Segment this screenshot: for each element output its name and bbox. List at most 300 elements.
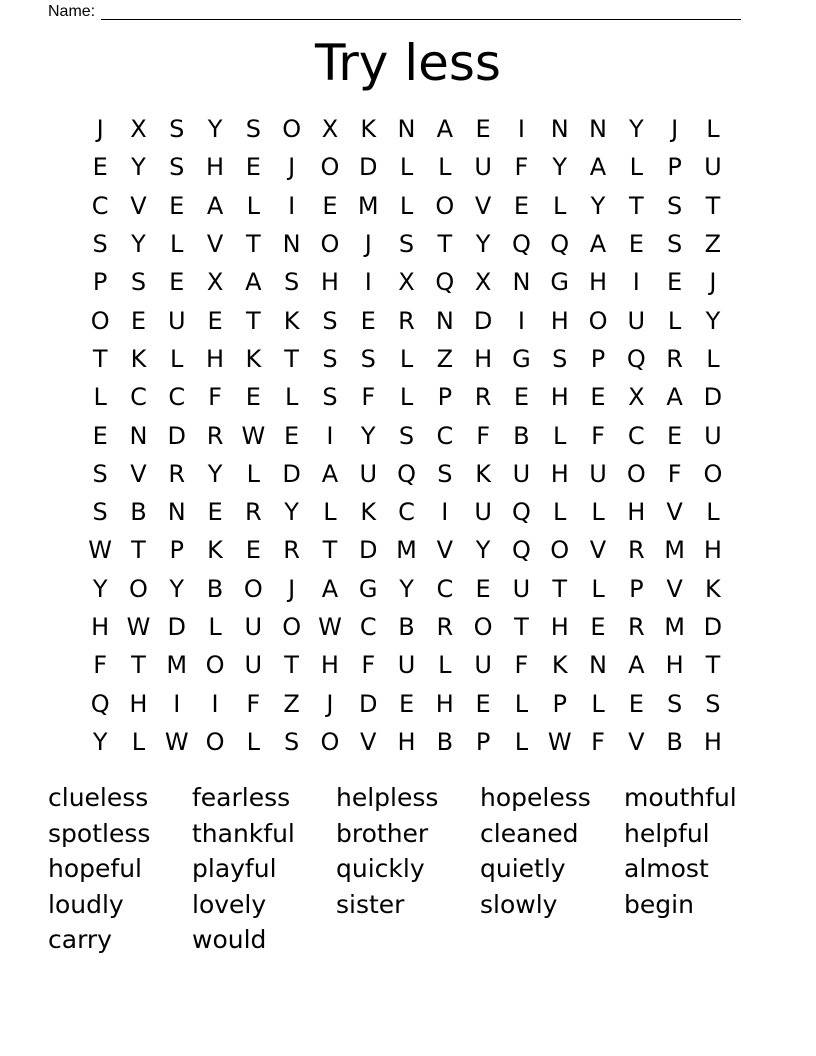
grid-letter: O xyxy=(703,459,723,488)
grid-letter: K xyxy=(245,344,262,373)
grid-letter: P xyxy=(629,574,644,603)
grid-letter: B xyxy=(398,613,415,641)
grid-letter: U xyxy=(589,459,607,488)
grid-letter: S xyxy=(284,727,300,756)
name-field xyxy=(48,0,748,20)
grid-letter: D xyxy=(358,153,378,182)
grid-letter: A xyxy=(628,651,645,680)
grid-letter: I xyxy=(288,191,296,220)
grid-letter: B xyxy=(206,574,224,603)
grid-letter: B xyxy=(513,421,530,450)
grid-letter: C xyxy=(168,383,186,412)
grid-letter: L xyxy=(591,574,605,603)
grid-letter: M xyxy=(664,613,685,641)
grid-letter: S xyxy=(437,459,453,488)
word-list-item: cleaned xyxy=(480,818,579,848)
grid-letter: K xyxy=(207,536,223,565)
word-list-item: lovely xyxy=(192,889,267,919)
grid-letter: T xyxy=(246,230,261,259)
grid-letter: N xyxy=(282,230,301,259)
grid-letter: F xyxy=(361,651,376,680)
grid-letter: V xyxy=(360,727,377,756)
grid-letter: J xyxy=(364,230,372,259)
grid-letter: E xyxy=(398,689,415,718)
grid-letter: Q xyxy=(626,344,646,373)
word-list-item: brother xyxy=(336,818,429,848)
grid-letter: R xyxy=(244,498,262,527)
grid-letter: E xyxy=(513,383,529,412)
grid-letter: C xyxy=(91,191,109,220)
grid-letter: X xyxy=(321,115,339,144)
grid-letter: O xyxy=(320,153,340,182)
grid-letter: S xyxy=(360,344,376,373)
grid-letter: G xyxy=(512,344,531,373)
grid-letter: S xyxy=(284,268,300,297)
grid-letter: E xyxy=(628,230,644,259)
grid-letter: K xyxy=(475,459,491,488)
grid-letter: E xyxy=(92,421,108,450)
grid-letter: O xyxy=(205,727,225,756)
grid-letter: E xyxy=(628,689,644,718)
grid-letter: Y xyxy=(590,191,606,220)
grid-letter: B xyxy=(436,727,454,756)
grid-letter: A xyxy=(666,383,683,412)
grid-letter: T xyxy=(514,613,529,641)
grid-letter: U xyxy=(244,613,263,641)
grid-letter: A xyxy=(589,230,607,259)
grid-letter: T xyxy=(284,651,299,680)
grid-letter: Y xyxy=(475,230,491,259)
word-list-item: mouthful xyxy=(624,783,737,812)
word-list-item: carry xyxy=(48,925,112,954)
grid-letter: B xyxy=(130,498,147,527)
grid-letter: E xyxy=(92,153,108,182)
grid-letter: E xyxy=(169,191,185,220)
grid-letter: L xyxy=(553,498,567,527)
grid-letter: U xyxy=(627,306,646,335)
grid-letter: E xyxy=(284,421,300,450)
word-list-item: sister xyxy=(336,889,405,919)
grid-letter: J xyxy=(288,153,296,182)
grid-letter: E xyxy=(245,383,261,412)
grid-letter: O xyxy=(626,459,646,488)
grid-letter: E xyxy=(667,421,683,450)
grid-letter: R xyxy=(627,613,645,641)
grid-letter: O xyxy=(435,191,455,220)
grid-letter: L xyxy=(706,344,720,373)
grid-letter: V xyxy=(666,574,683,603)
grid-letter: S xyxy=(169,153,185,182)
grid-letter: H xyxy=(627,498,646,527)
grid-letter: E xyxy=(590,383,606,412)
grid-letter: R xyxy=(666,344,683,373)
grid-letter: Q xyxy=(550,230,570,259)
grid-letter: L xyxy=(208,613,222,641)
grid-letter: E xyxy=(590,613,606,641)
grid-letter: S xyxy=(666,191,683,220)
grid-letter: H xyxy=(703,536,722,565)
grid-letter: L xyxy=(246,727,261,756)
grid-letter: T xyxy=(705,191,721,220)
grid-letter: H xyxy=(91,613,110,641)
grid-letter: S xyxy=(398,421,415,450)
grid-letter: H xyxy=(665,651,684,680)
grid-letter: W xyxy=(164,727,189,756)
grid-letter: U xyxy=(244,651,263,680)
grid-letter: T xyxy=(705,651,721,680)
word-list-item: helpful xyxy=(624,818,710,848)
grid-letter: D xyxy=(358,689,378,718)
grid-letter: F xyxy=(514,651,529,680)
grid-letter: E xyxy=(475,574,491,603)
grid-letter: O xyxy=(550,536,570,565)
grid-letter: O xyxy=(282,613,302,641)
grid-letter: I xyxy=(326,421,334,450)
grid-letter: I xyxy=(441,498,449,527)
grid-letter: J xyxy=(709,268,717,297)
grid-letter: H xyxy=(703,727,722,756)
grid-letter: O xyxy=(243,574,263,603)
grid-letter: E xyxy=(207,498,223,527)
grid-letter: L xyxy=(629,153,643,182)
grid-letter: U xyxy=(512,574,531,603)
grid-letter: O xyxy=(129,574,148,603)
letter-grid xyxy=(81,110,732,761)
grid-letter: I xyxy=(517,115,525,144)
grid-letter: E xyxy=(245,536,261,565)
grid-letter: A xyxy=(206,191,224,220)
grid-letter: L xyxy=(591,689,605,718)
grid-letter: L xyxy=(514,689,529,718)
grid-letter: F xyxy=(93,651,108,680)
grid-letter: W xyxy=(547,727,572,756)
grid-letter: Z xyxy=(283,689,300,718)
grid-letter: L xyxy=(170,344,184,373)
grid-letter: W xyxy=(241,421,266,450)
grid-letter: L xyxy=(706,115,720,144)
grid-letter: L xyxy=(170,230,184,259)
grid-letter: L xyxy=(399,344,414,373)
grid-letter: O xyxy=(90,306,110,335)
grid-letter: A xyxy=(245,268,262,297)
grid-letter: C xyxy=(627,421,645,450)
grid-letter: Y xyxy=(552,153,568,182)
grid-letter: L xyxy=(399,153,414,182)
grid-letter: M xyxy=(166,651,188,680)
grid-letter: X xyxy=(206,268,224,297)
grid-letter: T xyxy=(628,191,644,220)
grid-letter: Y xyxy=(360,421,376,450)
word-list-item: would xyxy=(192,925,267,954)
grid-letter: P xyxy=(475,727,491,756)
grid-letter: S xyxy=(245,115,261,144)
grid-letter: S xyxy=(666,230,683,259)
grid-letter: R xyxy=(474,383,492,412)
grid-letter: L xyxy=(399,383,414,412)
grid-letter: Y xyxy=(628,115,644,144)
grid-letter: U xyxy=(397,651,416,680)
grid-letter: L xyxy=(667,306,682,335)
grid-letter: A xyxy=(589,153,607,182)
grid-letter: W xyxy=(318,613,342,641)
grid-letter: Y xyxy=(399,574,414,603)
grid-letter: D xyxy=(167,421,186,450)
puzzle-title: Try less xyxy=(315,34,501,92)
word-list-item: loudly xyxy=(48,889,124,919)
grid-letter: U xyxy=(474,651,492,680)
grid-letter: F xyxy=(246,689,261,718)
grid-letter: P xyxy=(437,383,453,412)
word-list-item: helpless xyxy=(336,783,439,812)
grid-letter: V xyxy=(666,498,683,527)
grid-letter: Y xyxy=(92,574,108,603)
grid-letter: U xyxy=(359,459,378,488)
grid-letter: O xyxy=(320,727,340,756)
grid-letter: F xyxy=(361,383,376,412)
grid-letter: T xyxy=(131,536,146,565)
grid-letter: P xyxy=(92,268,108,297)
grid-letter: S xyxy=(92,230,108,259)
grid-letter: H xyxy=(550,383,569,412)
grid-letter: M xyxy=(664,536,685,565)
grid-letter: Y xyxy=(131,230,146,259)
grid-letter: Q xyxy=(90,689,110,718)
grid-letter: E xyxy=(475,115,491,144)
grid-letter: K xyxy=(360,498,377,527)
grid-letter: C xyxy=(436,421,454,450)
grid-letter: V xyxy=(130,459,147,488)
grid-letter: P xyxy=(169,536,184,565)
grid-letter: W xyxy=(126,613,151,641)
grid-letter: X xyxy=(398,268,415,297)
grid-letter: E xyxy=(475,689,491,718)
grid-letter: B xyxy=(666,727,683,756)
word-list xyxy=(48,781,768,959)
grid-letter: J xyxy=(671,115,679,144)
grid-letter: O xyxy=(205,651,225,680)
grid-letter: L xyxy=(591,498,605,527)
grid-letter: L xyxy=(553,421,567,450)
grid-letter: S xyxy=(552,344,568,373)
grid-letter: L xyxy=(93,383,107,412)
grid-letter: Y xyxy=(284,498,299,527)
grid-letter: C xyxy=(130,383,147,412)
grid-letter: L xyxy=(131,727,146,756)
grid-letter: L xyxy=(246,459,261,488)
grid-letter: G xyxy=(358,574,378,603)
grid-letter: D xyxy=(703,613,723,641)
grid-letter: G xyxy=(550,268,570,297)
grid-letter: S xyxy=(322,344,338,373)
name-line xyxy=(101,5,741,20)
word-list-item: begin xyxy=(624,889,694,919)
grid-letter: D xyxy=(703,383,723,412)
grid-letter: S xyxy=(705,689,721,718)
word-list-item: almost xyxy=(624,854,709,883)
grid-letter: X xyxy=(474,268,492,297)
grid-letter: T xyxy=(322,536,338,565)
grid-letter: H xyxy=(320,268,339,297)
grid-letter: A xyxy=(321,574,339,603)
grid-letter: R xyxy=(283,536,300,565)
grid-letter: Y xyxy=(475,536,491,565)
grid-letter: M xyxy=(357,191,379,220)
grid-letter: F xyxy=(476,421,491,450)
grid-letter: Y xyxy=(131,153,146,182)
grid-letter: U xyxy=(474,498,492,527)
grid-letter: Q xyxy=(435,268,455,297)
grid-letter: K xyxy=(130,344,147,373)
grid-letter: U xyxy=(474,153,492,182)
grid-letter: T xyxy=(437,230,453,259)
grid-letter: S xyxy=(398,230,415,259)
grid-letter: Z xyxy=(704,230,722,259)
grid-letter: V xyxy=(628,727,645,756)
grid-letter: U xyxy=(704,421,722,450)
grid-letter: C xyxy=(436,574,454,603)
grid-letter: C xyxy=(359,613,377,641)
grid-letter: P xyxy=(667,153,682,182)
grid-letter: Y xyxy=(207,115,223,144)
grid-letter: N xyxy=(129,421,148,450)
grid-letter: K xyxy=(551,651,568,680)
grid-letter: Y xyxy=(207,459,223,488)
grid-letter: S xyxy=(130,268,147,297)
grid-letter: X xyxy=(130,115,147,144)
grid-letter: S xyxy=(322,306,338,335)
grid-letter: F xyxy=(514,153,529,182)
grid-letter: H xyxy=(320,651,339,680)
grid-letter: H xyxy=(550,613,569,641)
word-list-item: slowly xyxy=(480,889,558,919)
grid-letter: V xyxy=(130,191,147,220)
grid-letter: V xyxy=(589,536,607,565)
grid-letter: H xyxy=(550,306,569,335)
grid-letter: J xyxy=(96,115,104,144)
grid-letter: O xyxy=(282,115,302,144)
grid-letter: H xyxy=(397,727,416,756)
grid-letter: I xyxy=(364,268,372,297)
grid-letter: H xyxy=(206,344,225,373)
grid-letter: T xyxy=(552,574,568,603)
grid-letter: L xyxy=(246,191,261,220)
grid-letter: E xyxy=(169,268,185,297)
grid-letter: Q xyxy=(397,459,416,488)
grid-letter: N xyxy=(435,306,454,335)
grid-letter: N xyxy=(589,651,607,680)
grid-letter: K xyxy=(705,574,721,603)
grid-letter: E xyxy=(130,306,147,335)
grid-letter: L xyxy=(553,191,567,220)
grid-letter: J xyxy=(288,574,296,603)
grid-letter: O xyxy=(320,230,340,259)
word-list-item: spotless xyxy=(48,818,151,848)
grid-letter: E xyxy=(513,191,529,220)
grid-letter: V xyxy=(474,191,492,220)
word-list-item: quietly xyxy=(480,854,566,883)
word-list-item: hopeful xyxy=(48,854,142,883)
grid-letter: S xyxy=(666,689,683,718)
grid-letter: R xyxy=(206,421,224,450)
grid-letter: E xyxy=(245,153,261,182)
grid-letter: R xyxy=(168,459,186,488)
grid-letter: V xyxy=(206,230,224,259)
grid-letter: I xyxy=(211,689,219,718)
grid-letter: X xyxy=(628,383,645,412)
grid-letter: H xyxy=(474,344,493,373)
grid-letter: Z xyxy=(436,344,454,373)
grid-letter: R xyxy=(436,613,454,641)
grid-letter: L xyxy=(284,383,299,412)
grid-letter: D xyxy=(282,459,301,488)
grid-letter: H xyxy=(588,268,608,297)
grid-letter: L xyxy=(399,191,414,220)
grid-letter: T xyxy=(92,344,108,373)
grid-letter: K xyxy=(283,306,300,335)
grid-letter: W xyxy=(88,536,113,565)
grid-letter: I xyxy=(173,689,181,718)
grid-letter: S xyxy=(92,459,108,488)
grid-letter: L xyxy=(323,498,337,527)
grid-letter: F xyxy=(208,383,222,412)
grid-letter: S xyxy=(169,115,185,144)
grid-letter: T xyxy=(284,344,299,373)
grid-letter: E xyxy=(667,268,683,297)
grid-letter: U xyxy=(704,153,722,182)
grid-letter: L xyxy=(438,153,452,182)
grid-letter: D xyxy=(358,536,378,565)
grid-letter: F xyxy=(591,421,605,450)
grid-letter: A xyxy=(321,459,339,488)
grid-letter: U xyxy=(512,459,531,488)
grid-letter: A xyxy=(436,115,454,144)
grid-letter: L xyxy=(706,498,720,527)
grid-letter: F xyxy=(591,727,605,756)
grid-letter: Y xyxy=(705,306,721,335)
grid-letter: N xyxy=(512,268,531,297)
grid-letter: K xyxy=(360,115,377,144)
grid-letter: O xyxy=(588,306,608,335)
word-list-item: quickly xyxy=(336,854,425,883)
grid-letter: Y xyxy=(92,727,108,756)
grid-letter: M xyxy=(396,536,417,565)
grid-letter: Y xyxy=(169,574,185,603)
grid-letter: H xyxy=(550,459,569,488)
word-list-item: playful xyxy=(192,854,277,883)
grid-letter: V xyxy=(436,536,454,565)
grid-letter: D xyxy=(473,306,493,335)
grid-letter: Q xyxy=(511,230,531,259)
grid-letter: S xyxy=(92,498,108,527)
grid-letter: J xyxy=(326,689,334,718)
grid-letter: I xyxy=(517,306,525,335)
grid-letter: Q xyxy=(511,536,531,565)
grid-letter: E xyxy=(360,306,376,335)
grid-letter: H xyxy=(435,689,454,718)
grid-letter: R xyxy=(398,306,415,335)
grid-letter: Q xyxy=(511,498,531,527)
grid-letter: T xyxy=(246,306,261,335)
grid-letter: N xyxy=(550,115,569,144)
grid-letter: E xyxy=(322,191,338,220)
grid-letter: T xyxy=(131,651,146,680)
grid-letter: I xyxy=(632,268,640,297)
grid-letter: P xyxy=(552,689,567,718)
grid-letter: H xyxy=(129,689,148,718)
grid-letter: L xyxy=(514,727,529,756)
grid-letter: N xyxy=(589,115,607,144)
word-list-item: fearless xyxy=(192,783,291,812)
